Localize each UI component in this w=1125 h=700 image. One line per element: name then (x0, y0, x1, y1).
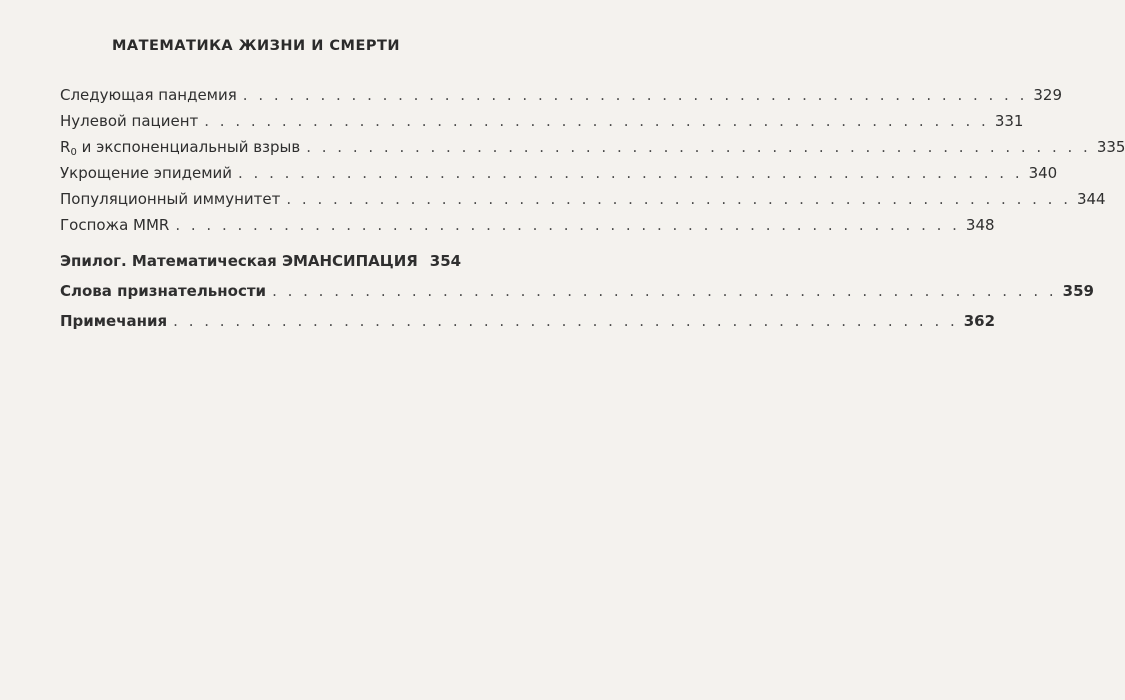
toc-entry-page: 359 (1062, 282, 1094, 300)
toc-title-symbol: R (60, 138, 71, 156)
toc-entry[interactable] (60, 138, 1125, 164)
toc-leader: . . . . . . . . . . . . . . . . . . . . . . . . . . . . . . . . . . . . . . . . . . . . . . . . . . . (286, 190, 1071, 208)
toc-entry-page: 331 (994, 112, 1024, 130)
toc-entry-page: 354 (429, 252, 462, 270)
toc-entry-page: 329 (1033, 86, 1062, 104)
toc-leader: . . . . . . . . . . . . . . . . . . . . . . . . . . . . . . . . . . . . . . . . . . . . . . . . . . . (173, 312, 958, 330)
toc-entry[interactable] (60, 164, 1058, 190)
toc-chapter-entry[interactable] (60, 312, 996, 342)
toc-title-subscript: 0 (70, 147, 77, 158)
toc-entry-page: 362 (963, 312, 996, 330)
toc-entry-title: Слова признательности (60, 282, 267, 300)
table-of-contents (60, 86, 1125, 342)
toc-entry-title (60, 138, 300, 156)
toc-entry-title: Нулевой пациент (60, 112, 199, 130)
toc-entry-title: Эпилог. Математическая ЭМАНСИПАЦИЯ (60, 252, 418, 270)
toc-entry-title: Госпожа MMR (60, 216, 170, 234)
toc-leader: . . . . . . . . . . . . . . . . . . . . . . . . . . . . . . . . . . . . . . . . . . . . . . . . . . . (242, 86, 1028, 104)
toc-leader: . . . . . . . . . . . . . . . . . . . . . . . . . . . . . . . . . . . . . . . . . . . . . . . . . . . (306, 138, 1091, 156)
toc-entry-page: 344 (1076, 190, 1106, 208)
toc-entry-page: 348 (965, 216, 995, 234)
toc-chapter-entry[interactable] (60, 282, 1094, 312)
toc-entry[interactable] (60, 216, 995, 242)
running-head: МАТЕМАТИКА ЖИЗНИ И СМЕРТИ (111, 38, 401, 54)
toc-leader: . . . . . . . . . . . . . . . . . . . . . . . . . . . . . . . . . . . . . . . . . . . . . . . . . . . (204, 112, 989, 130)
toc-entry-title: Следующая пандемия (60, 86, 237, 104)
toc-entry[interactable] (60, 112, 1024, 138)
toc-chapter-entry[interactable] (60, 252, 462, 282)
toc-entry-title: Примечания (60, 312, 168, 330)
toc-entry-page: 335 (1096, 138, 1125, 156)
toc-spacer (60, 242, 456, 252)
toc-entry-title: Популяционный иммунитет (60, 190, 281, 208)
toc-entry-page: 340 (1028, 164, 1058, 182)
toc-leader: . . . . . . . . . . . . . . . . . . . . . . . . . . . . . . . . . . . . . . . . . . . . . . . . . . . (272, 282, 1057, 300)
toc-leader: . . . . . . . . . . . . . . . . . . . . . . . . . . . . . . . . . . . . . . . . . . . . . . . . . . . (238, 164, 1023, 182)
toc-title-rest: и экспоненциальный взрыв (76, 138, 301, 156)
toc-entry[interactable] (60, 86, 1062, 112)
toc-leader: . . . . . . . . . . . . . . . . . . . . . . . . . . . . . . . . . . . . . . . . . . . . . . . . . . . (175, 216, 960, 234)
toc-entry-title: Укрощение эпидемий (60, 164, 233, 182)
toc-entry[interactable] (60, 190, 1106, 216)
